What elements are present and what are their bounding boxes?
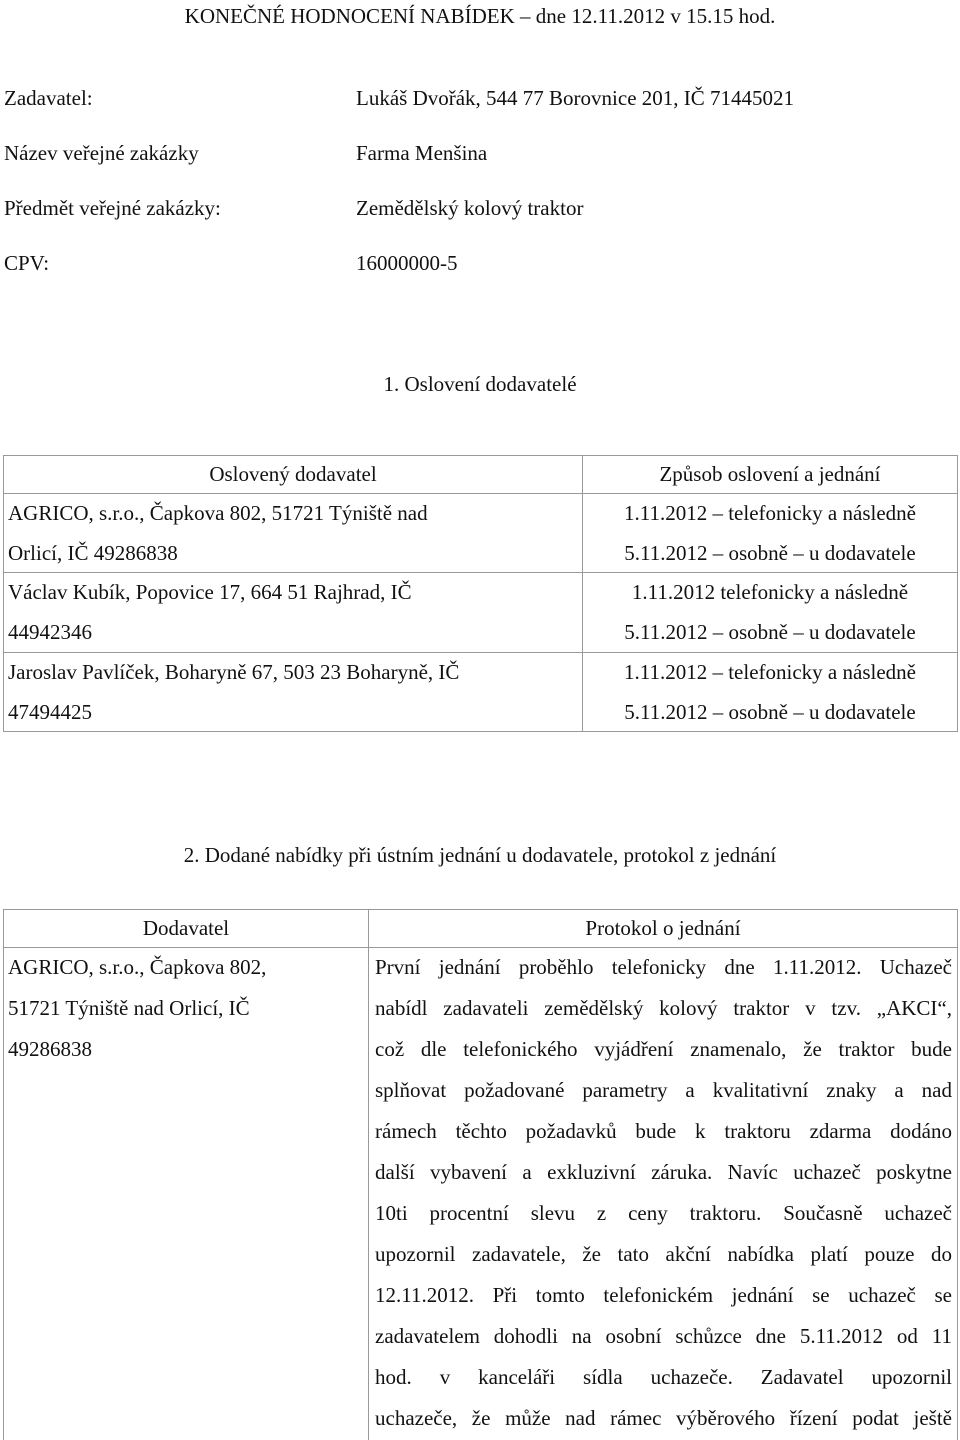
protocol-line: další vybavení a exkluzivní záruka. Navíc uchazeč poskytne (375, 1160, 952, 1184)
info-value: Zemědělský kolový traktor (356, 196, 584, 220)
info-row-contract-subject (4, 196, 944, 226)
info-value: Lukáš Dvořák, 544 77 Borovnice 201, IČ 71445021 (356, 86, 795, 110)
col-header-supplier: Oslovený dodavatel (209, 462, 377, 486)
protocol-line: což dle telefonického vyjádření znamenalo, že traktor bude (375, 1037, 952, 1061)
section1-heading: 1. Oslovení dodavatelé (383, 372, 577, 396)
method-line: 5.11.2012 – osobně – u dodavatele (624, 541, 916, 565)
protocol-line: hod. v kanceláři sídla uchazeče. Zadavatel upozornil (375, 1365, 952, 1389)
supplier-line: AGRICO, s.r.o., Čapkova 802, (8, 955, 267, 979)
method-line: 5.11.2012 – osobně – u dodavatele (624, 620, 916, 644)
protocol-line: 10ti procentní slevu z ceny traktoru. Současně uchazeč (375, 1201, 952, 1225)
method-line: 5.11.2012 – osobně – u dodavatele (624, 700, 916, 724)
supplier-line: 49286838 (8, 1037, 92, 1061)
supplier-line: AGRICO, s.r.o., Čapkova 802, 51721 Týniště nad (8, 501, 428, 525)
supplier-line: 44942346 (8, 620, 92, 644)
info-row-cpv (4, 251, 944, 281)
supplier-line: 47494425 (8, 700, 92, 724)
info-value: Farma Menšina (356, 141, 488, 165)
protocol-line: rámech těchto požadavků bude k traktoru zdarma dodáno (375, 1119, 952, 1143)
supplier-line: Orlicí, IČ 49286838 (8, 541, 178, 565)
info-row-contract-name (4, 141, 944, 171)
method-line: 1.11.2012 telefonicky a následně (631, 580, 909, 604)
info-value: 16000000-5 (356, 251, 458, 275)
col-header-protocol: Protokol o jednání (585, 916, 741, 940)
method-line: 1.11.2012 – telefonicky a následně (624, 660, 916, 684)
col-header-method: Způsob oslovení a jednání (659, 462, 881, 486)
supplier-line: Václav Kubík, Popovice 17, 664 51 Rajhrad, IČ (8, 580, 412, 604)
protocol-line: splňovat požadované parametry a kvalitativní znaky a nad (375, 1078, 952, 1102)
protocol-line: upozornil zadavatele, že tato akční nabídka platí pouze do (375, 1242, 952, 1266)
col-header-supplier: Dodavatel (142, 916, 230, 940)
info-label: Název veřejné zakázky (4, 141, 199, 165)
info-label: Zadavatel: (4, 86, 93, 110)
supplier-line: Jaroslav Pavlíček, Boharyně 67, 503 23 Boharyně, IČ (8, 660, 460, 684)
info-label: CPV: (4, 251, 50, 275)
method-line: 1.11.2012 – telefonicky a následně (624, 501, 916, 525)
info-row-contracting-authority (4, 86, 944, 116)
protocol-line: První jednání proběhlo telefonicky dne 1.11.2012. Uchazeč (375, 955, 952, 979)
protocol-line: uchazeče, že může nad rámec výběrového řízení podat ještě (375, 1406, 952, 1430)
section2-heading: 2. Dodané nabídky při ústním jednání u dodavatele, protokol z jednání (183, 843, 777, 867)
document-title: KONEČNÉ HODNOCENÍ NABÍDEK – dne 12.11.2012 v 15.15 hod. (184, 4, 776, 28)
supplier-line: 51721 Týniště nad Orlicí, IČ (8, 996, 250, 1020)
info-label: Předmět veřejné zakázky: (4, 196, 221, 220)
protocol-line: 12.11.2012. Při tomto telefonickém jednání se uchazeč se (375, 1283, 952, 1307)
protocol-line: nabídl zadavateli zemědělský kolový traktor v tzv. „AKCI“, (375, 996, 952, 1020)
protocol-line: zadavatelem dohodli na osobní schůzce dne 5.11.2012 od 11 (375, 1324, 952, 1348)
